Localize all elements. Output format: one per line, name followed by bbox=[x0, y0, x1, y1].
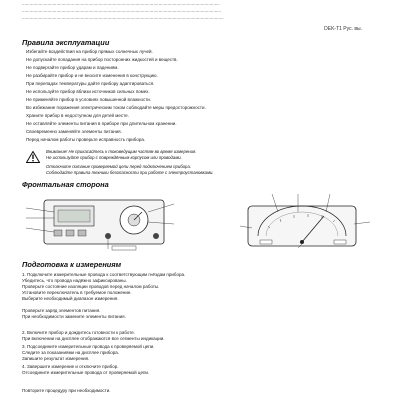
prep-line: Проверьте заряд элементов питания. bbox=[22, 308, 101, 313]
prep-line: Установите переключатель в требуемое положение. bbox=[22, 290, 132, 295]
prep-line: Убедитесь, что провода надёжно зафиксированы. bbox=[22, 278, 127, 283]
intro-line: .............................................................................................................................................................. bbox=[22, 15, 224, 20]
safety-bullet: • Не применяйте прибор в условиях повышенной влажности. bbox=[26, 97, 378, 102]
intro-line: ........................................................................................................................................................... bbox=[22, 1, 220, 6]
front-heading: Фронтальная сторона bbox=[22, 180, 109, 189]
safety-bullet: • Своевременно заменяйте элементы питания. bbox=[26, 129, 378, 134]
prep-line: Повторите процедуру при необходимости. bbox=[22, 388, 111, 393]
safety-bullet: • Не оставляйте элементы питания в приборе при длительном хранении. bbox=[26, 121, 378, 126]
safety-bullet: • При перепадах температуры дайте прибору адаптироваться. bbox=[26, 81, 378, 86]
safety-bullet: • Не допускайте попадания на прибор посторонних жидкостей и веществ. bbox=[26, 57, 378, 62]
meter-face-diagram bbox=[238, 192, 376, 254]
prep-line: 2. Включите прибор и дождитесь готовности к работе. bbox=[22, 330, 136, 335]
prep-line: 3. Подсоедините измерительные провода к проверяемой цепи. bbox=[22, 344, 155, 349]
warning-line: Внимание! Не прикасайтесь к токоведущим частям во время измерения. bbox=[46, 149, 197, 154]
device-front-diagram bbox=[24, 194, 184, 252]
prep-line: Выберите необходимый диапазон измерения. bbox=[22, 296, 119, 301]
safety-bullet: • Перед началом работы проверьте исправность прибора. bbox=[26, 137, 378, 142]
prep-line: Отсоедините измерительные провода от проверяемой цепи. bbox=[22, 370, 150, 375]
safety-bullet: • Храните прибор в недоступном для детей месте. bbox=[26, 113, 378, 118]
prep-line: Следите за показаниями на дисплее прибора. bbox=[22, 350, 120, 355]
prep-line: Проверьте состояние изоляции проводов перед началом работы. bbox=[22, 284, 160, 289]
prep-line: 1. Подключите измерительные провода к соответствующим гнёздам прибора. bbox=[22, 272, 186, 277]
warning-icon bbox=[26, 151, 40, 163]
safety-bullet: • Не подвергайте прибор ударам и падениям. bbox=[26, 65, 378, 70]
safety-heading: Правила эксплуатации bbox=[22, 38, 110, 47]
prep-line: 4. Завершите измерение и отключите прибор. bbox=[22, 364, 119, 369]
safety-bullet: • Не используйте прибор вблизи источников сильных помех. bbox=[26, 89, 378, 94]
prep-line: При включении на дисплее отображаются все сегменты индикации. bbox=[22, 336, 165, 341]
intro-line: ............................................................................................................................................................ bbox=[22, 8, 222, 13]
document-code: DEK-Т1 Рус. вы. bbox=[324, 26, 362, 32]
safety-bullet: • Во избежание поражения электрическим током соблюдайте меры предосторожности. bbox=[26, 105, 378, 110]
prep-line: При необходимости замените элементы питания. bbox=[22, 314, 126, 319]
prep-heading: Подготовка к измерениям bbox=[22, 260, 122, 269]
warning-line: Соблюдайте правила техники безопасности при работе с электроустановками. bbox=[46, 170, 214, 175]
safety-bullet: • Избегайте воздействия на прибор прямых солнечных лучей. bbox=[26, 49, 378, 54]
safety-bullet: • Не разбирайте прибор и не вносите изменения в конструкцию. bbox=[26, 73, 378, 78]
prep-line: Запишите результат измерения. bbox=[22, 356, 90, 361]
warning-line: Отключите питание проверяемой цепи перед подключением прибора. bbox=[46, 164, 192, 169]
warning-line: Не используйте прибор с повреждённым корпусом или проводами. bbox=[46, 155, 182, 160]
